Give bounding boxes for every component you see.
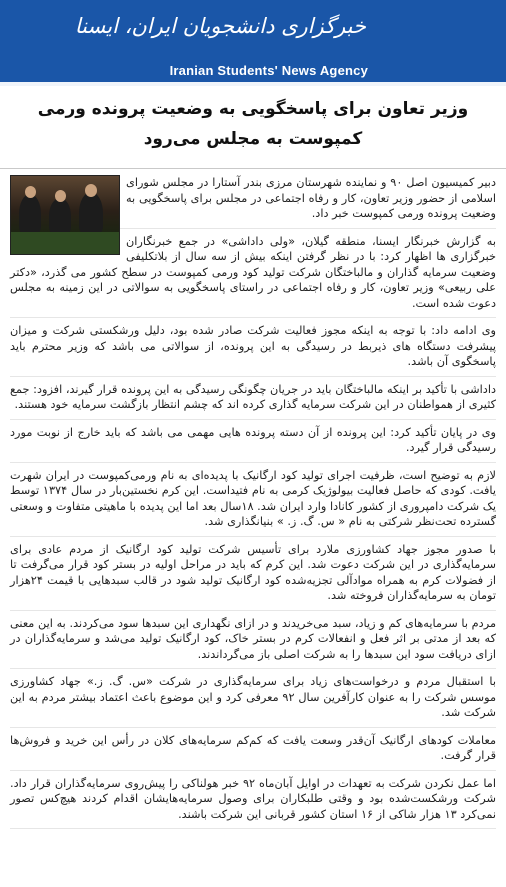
article-paragraph: لازم به توضیح است، ظرفیت اجرای تولید کود ارگانیک با پدیده‌ای به نام ورمی‌کمپوست در ایران شهرت یافت. کودی که حاصل فعالیت بیولوژیک کرمی به نام فتیداست. این کرم نخستین‌بار در سال ۱۳۷۴ توسط یک شرکت دامپروری از کشور کانادا وارد ایران شد. ۱۸سال بعد اما این پدیده با ماهیتی متفاوت و وسعتی گسترده تحت‌نظر شرکتی به نام « س. گ. ز. » بنیانگذاری شد. bbox=[10, 468, 496, 537]
article-headline: وزیر تعاون برای پاسخگویی به وضعیت پرونده ورمی کمپوست به مجلس می‌رود bbox=[37, 99, 469, 149]
article-photo bbox=[10, 175, 120, 255]
article-paragraph: وی ادامه داد: با توجه به اینکه مجوز فعالیت شرکت صادر شده بود، دلیل ورشکستی شرکت و میزان پیشرفت دستگاه های ذیربط در رسیدگی به این پرونده، از سوالاتی می باشد که وزیر محترم باید پاسخگوی آن باشد. bbox=[10, 323, 496, 377]
masthead bbox=[0, 0, 506, 86]
article-paragraph: با استقبال مردم و درخواست‌های زیاد برای سرمایه‌گذاری در شرکت «س. گ. ز.» جهاد کشاورزی موسس شرکت را به عنوان کارآفرین سال ۹۲ معرفی کرد و این موضوع باعث اعتماد بیشتر مردم به این شرکت شد. bbox=[10, 674, 496, 728]
article-body bbox=[0, 169, 506, 829]
article-paragraph: معاملات کودهای ارگانیک آن‌قدر وسعت یافت که کم‌کم سرمایه‌های کلان در رأس این خرید و فروش‌ها قرار گرفت. bbox=[10, 733, 496, 771]
article-paragraph: با صدور مجوز جهاد کشاورزی ملارد برای تأسیس شرکت تولید کود ارگانیک از مردم عادی برای سرمایه‌گذاری در این شرکت دعوت شد. این کرم که باید در مراحل اولیه در بستر کود قرار می‌گرفت تا از فضولات کرم به همراه موادآلی تجزیه‌شده کود ارگانیک تولید شود در قالب سبدهایی با قیمت ۲۴هزار تومان به سرمایه‌گذاران فروخته شد. bbox=[10, 542, 496, 611]
article-paragraph: اما عمل نکردن شرکت به تعهدات در اوایل آبان‌ماه ۹۲ خبر هولناکی را پیش‌روی سرمایه‌گذاران قرار داد. شرکت ورشکست‌شده بود و وقتی طلبکاران برای وصول سرمایه‌هایشان اقدام کردند هیچ‌کس تصور نمی‌کرد ۱۳ هزار شاکی از ۱۶ استان کشور قربانی این شرکت باشند. bbox=[10, 776, 496, 830]
isna-logo-persian: خبرگزاری دانشجویان ایران، ایسنا bbox=[74, 14, 366, 38]
article-paragraph: دبیر کمیسیون اصل ۹۰ و نماینده شهرستان مرزی بندر آستارا در مجلس شورای اسلامی از حضور وزیر تعاون، کار و رفاه اجتماعی در مجلس برای پاسخگویی به وضعیت پرونده ورمی کمپوست خبر داد. bbox=[10, 175, 496, 229]
masthead-divider bbox=[0, 82, 506, 86]
article-paragraph: داداشی با تأکید بر اینکه مالباختگان باید در جریان چگونگی رسیدگی به این پرونده قرار گیرند، افزود: جمع کثیری از همواطنان در این شرکت سرمایه گذاری کرده اند که چشم انتظار بازگشت سرمایه خود هستند. bbox=[10, 382, 496, 420]
article-paragraph: به گزارش خبرنگار ایسنا، منطقه گیلان، «ولی داداشی» در جمع خبرنگاران خبرگزاری ها اظهار کرد: با در نظر گرفتن اینکه بیش از سه سال از بلاتکلیفی وضعیت سرمایه گذاران و مالباختگان شرکت تولید کود ورمی کمپوست در سطح کشور می گذرد، «دکتر علی ربیعی» وزیر تعاون، کار و رفاه اجتماعی در راستای پاسخگویی به سوالاتی در این زمینه به مجلس دعوت شده است. bbox=[10, 234, 496, 319]
headline-block bbox=[0, 86, 506, 162]
isna-logo-english: Iranian Students' News Agency bbox=[169, 63, 368, 78]
article-paragraph: وی در پایان تأکید کرد: این پرونده از آن دسته پرونده هایی مهمی می باشد که باید خارج از نوبت مورد رسیدگی قرار گیرد. bbox=[10, 425, 496, 463]
article-paragraph: مردم با سرمایه‌های کم و زیاد، سبد می‌خریدند و در ازای نگهداری این سبدها سود می‌کردند. به این معنی که بعد از مدتی بر اثر فعل و انفعالات کرم در بستر خاک، کود ارگانیک تولید می‌شد و سرمایه‌گذاران در ازای دریافت سود این سبدها را به شرکت اصلی باز می‌گرداندند. bbox=[10, 616, 496, 670]
